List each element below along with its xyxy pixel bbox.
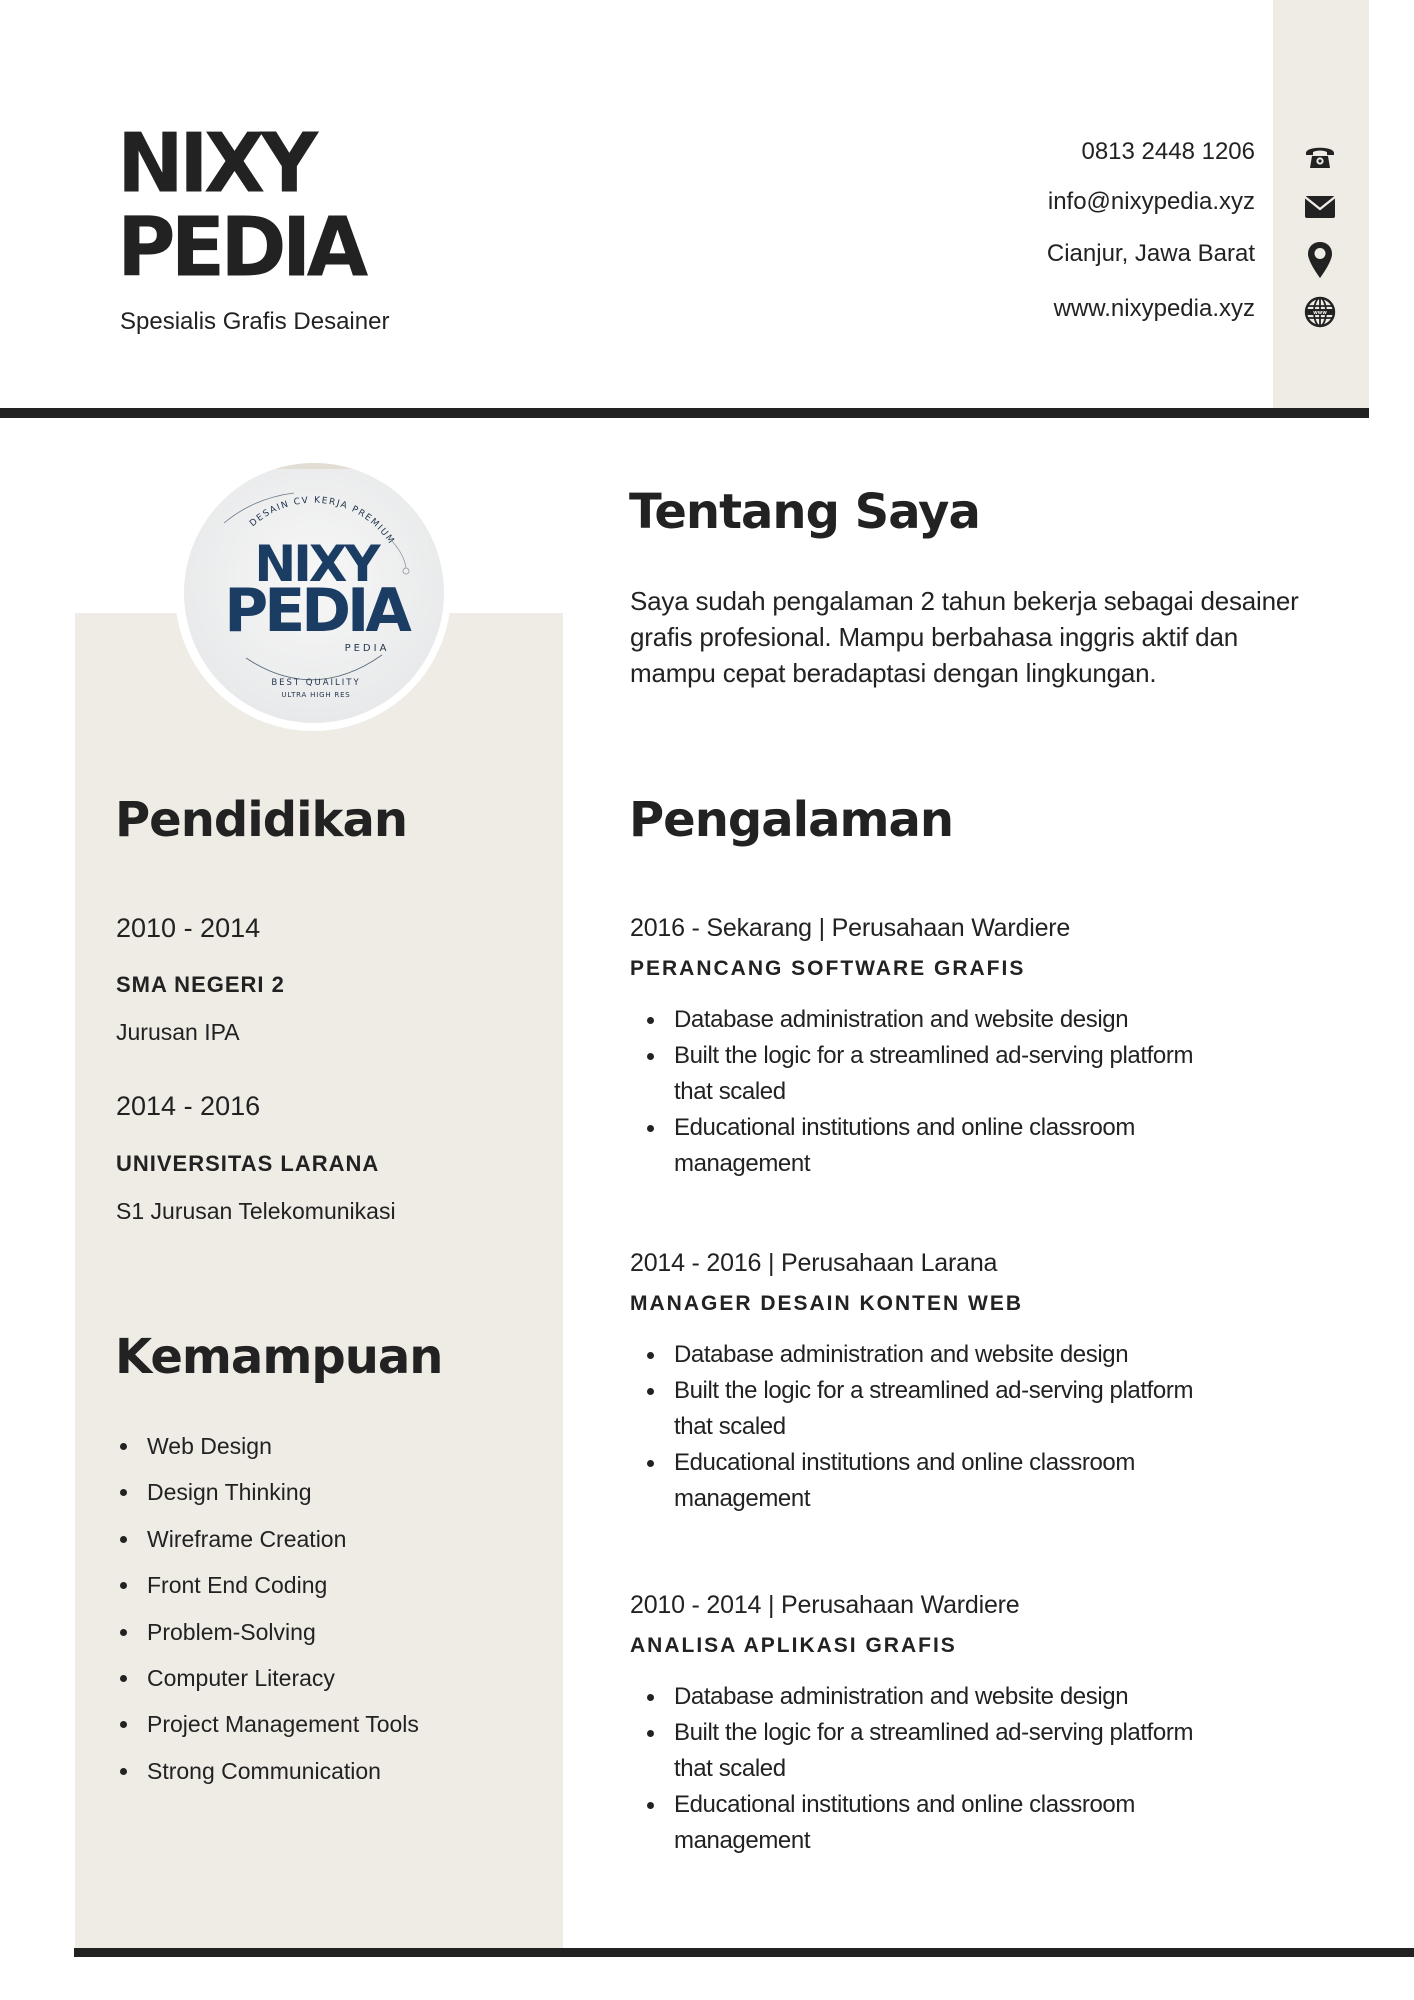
job-bullet: Database administration and website design [630,1679,1330,1715]
bullet-icon [647,1017,654,1024]
contact-website[interactable]: www.nixypedia.xyz [1053,295,1255,322]
skill-item: Design Thinking [116,1477,419,1523]
job-entry [630,913,1330,1182]
job-role: ANALISA APLIKASI GRAFIS [630,1634,957,1657]
contact-email[interactable]: info@nixypedia.xyz [1047,188,1255,215]
job-bullet: Educational institutions and online classroom management [630,1445,1330,1517]
bullet-icon [120,1443,127,1450]
job-bullet: Educational institutions and online classroom management [630,1787,1330,1859]
job-bullets [630,1679,1330,1859]
skill-item: Web Design [116,1431,419,1477]
avatar-bottom-text2: ULTRA HIGH RES [281,691,351,699]
education-period: 2010 - 2014 [116,913,261,943]
bullet-icon [647,1388,654,1395]
bullet-icon [120,1768,127,1775]
education-heading: Pendidikan [115,792,408,848]
education-major: S1 Jurusan Telekomunikasi [116,1198,396,1224]
job-period: 2014 - 2016 | Perusahaan Larana [630,1249,998,1277]
contact-phone: 0813 2448 1206 [1081,138,1255,165]
job-bullet: Built the logic for a streamlined ad-serving platform that scaled [630,1038,1330,1110]
experience-heading: Pengalaman [629,792,954,848]
education-major: Jurusan IPA [116,1019,240,1045]
job-bullet: Educational institutions and online classroom management [630,1110,1330,1182]
about-text-line: mampu cepat beradaptasi dengan lingkungan. [630,658,1157,688]
bullet-icon [120,1721,127,1728]
bullet-icon [647,1352,654,1359]
job-bullet: Built the logic for a streamlined ad-serving platform that scaled [630,1715,1330,1787]
bullet-icon [647,1053,654,1060]
education-school: SMA NEGERI 2 [116,972,285,997]
skill-item: Front End Coding [116,1570,419,1616]
profile-photo [184,463,444,723]
name-line-1: NIXY [117,116,314,211]
footer-divider [74,1948,1414,1957]
skills-heading: Kemampuan [115,1329,443,1385]
skill-item: Wireframe Creation [116,1524,419,1570]
skill-item: Project Management Tools [116,1709,419,1755]
bullet-icon [647,1460,654,1467]
header-divider [0,408,1369,418]
skill-item: Strong Communication [116,1756,419,1802]
avatar-frame-edge [206,463,422,469]
bullet-icon [120,1582,127,1589]
bullet-icon [120,1629,127,1636]
about-text-line: Saya sudah pengalaman 2 tahun bekerja sebagai desainer [630,586,1299,616]
about-heading: Tentang Saya [629,484,980,540]
bullet-icon [647,1125,654,1132]
job-title-subtitle: Spesialis Grafis Desainer [120,308,390,335]
bullet-icon [647,1730,654,1737]
location-pin-icon [1302,242,1338,278]
bullet-icon [647,1694,654,1701]
job-bullet: Built the logic for a streamlined ad-serving platform that scaled [630,1373,1330,1445]
skills-list [116,1431,419,1802]
mail-icon [1302,189,1338,225]
avatar-logo-line1: NIXY [254,535,378,593]
svg-text:www: www [1313,310,1327,316]
job-bullet: Database administration and website design [630,1002,1330,1038]
job-period: 2016 - Sekarang | Perusahaan Wardiere [630,914,1071,942]
globe-icon [1302,294,1338,330]
job-period: 2010 - 2014 | Perusahaan Wardiere [630,1591,1020,1619]
about-text-line: grafis profesional. Mampu berbahasa inggris aktif dan [630,622,1238,652]
phone-icon [1302,139,1338,175]
bullet-icon [647,1802,654,1809]
job-entry [630,1248,1330,1517]
avatar-logo-line2: PEDIA [224,576,408,646]
avatar-bottom-text1: BEST QUAILITY [271,678,361,688]
education-period: 2014 - 2016 [116,1091,261,1121]
job-role: PERANCANG SOFTWARE GRAFIS [630,957,1026,980]
name-line-2: PEDIA [117,200,364,295]
job-role: MANAGER DESAIN KONTEN WEB [630,1292,1024,1315]
job-bullet: Database administration and website design [630,1337,1330,1373]
contact-address: Cianjur, Jawa Barat [1046,240,1255,267]
bullet-icon [120,1675,127,1682]
skill-item: Computer Literacy [116,1663,419,1709]
job-bullets [630,1337,1330,1517]
skill-item: Problem-Solving [116,1617,419,1663]
bullet-icon [120,1489,127,1496]
avatar-arc-text: DESAIN CV KERJA PREMIUM [248,495,397,547]
bullet-icon [120,1536,127,1543]
job-bullets [630,1002,1330,1182]
education-school: UNIVERSITAS LARANA [116,1151,380,1176]
avatar-logo-sub: PEDIA [344,643,390,654]
job-entry [630,1590,1330,1859]
